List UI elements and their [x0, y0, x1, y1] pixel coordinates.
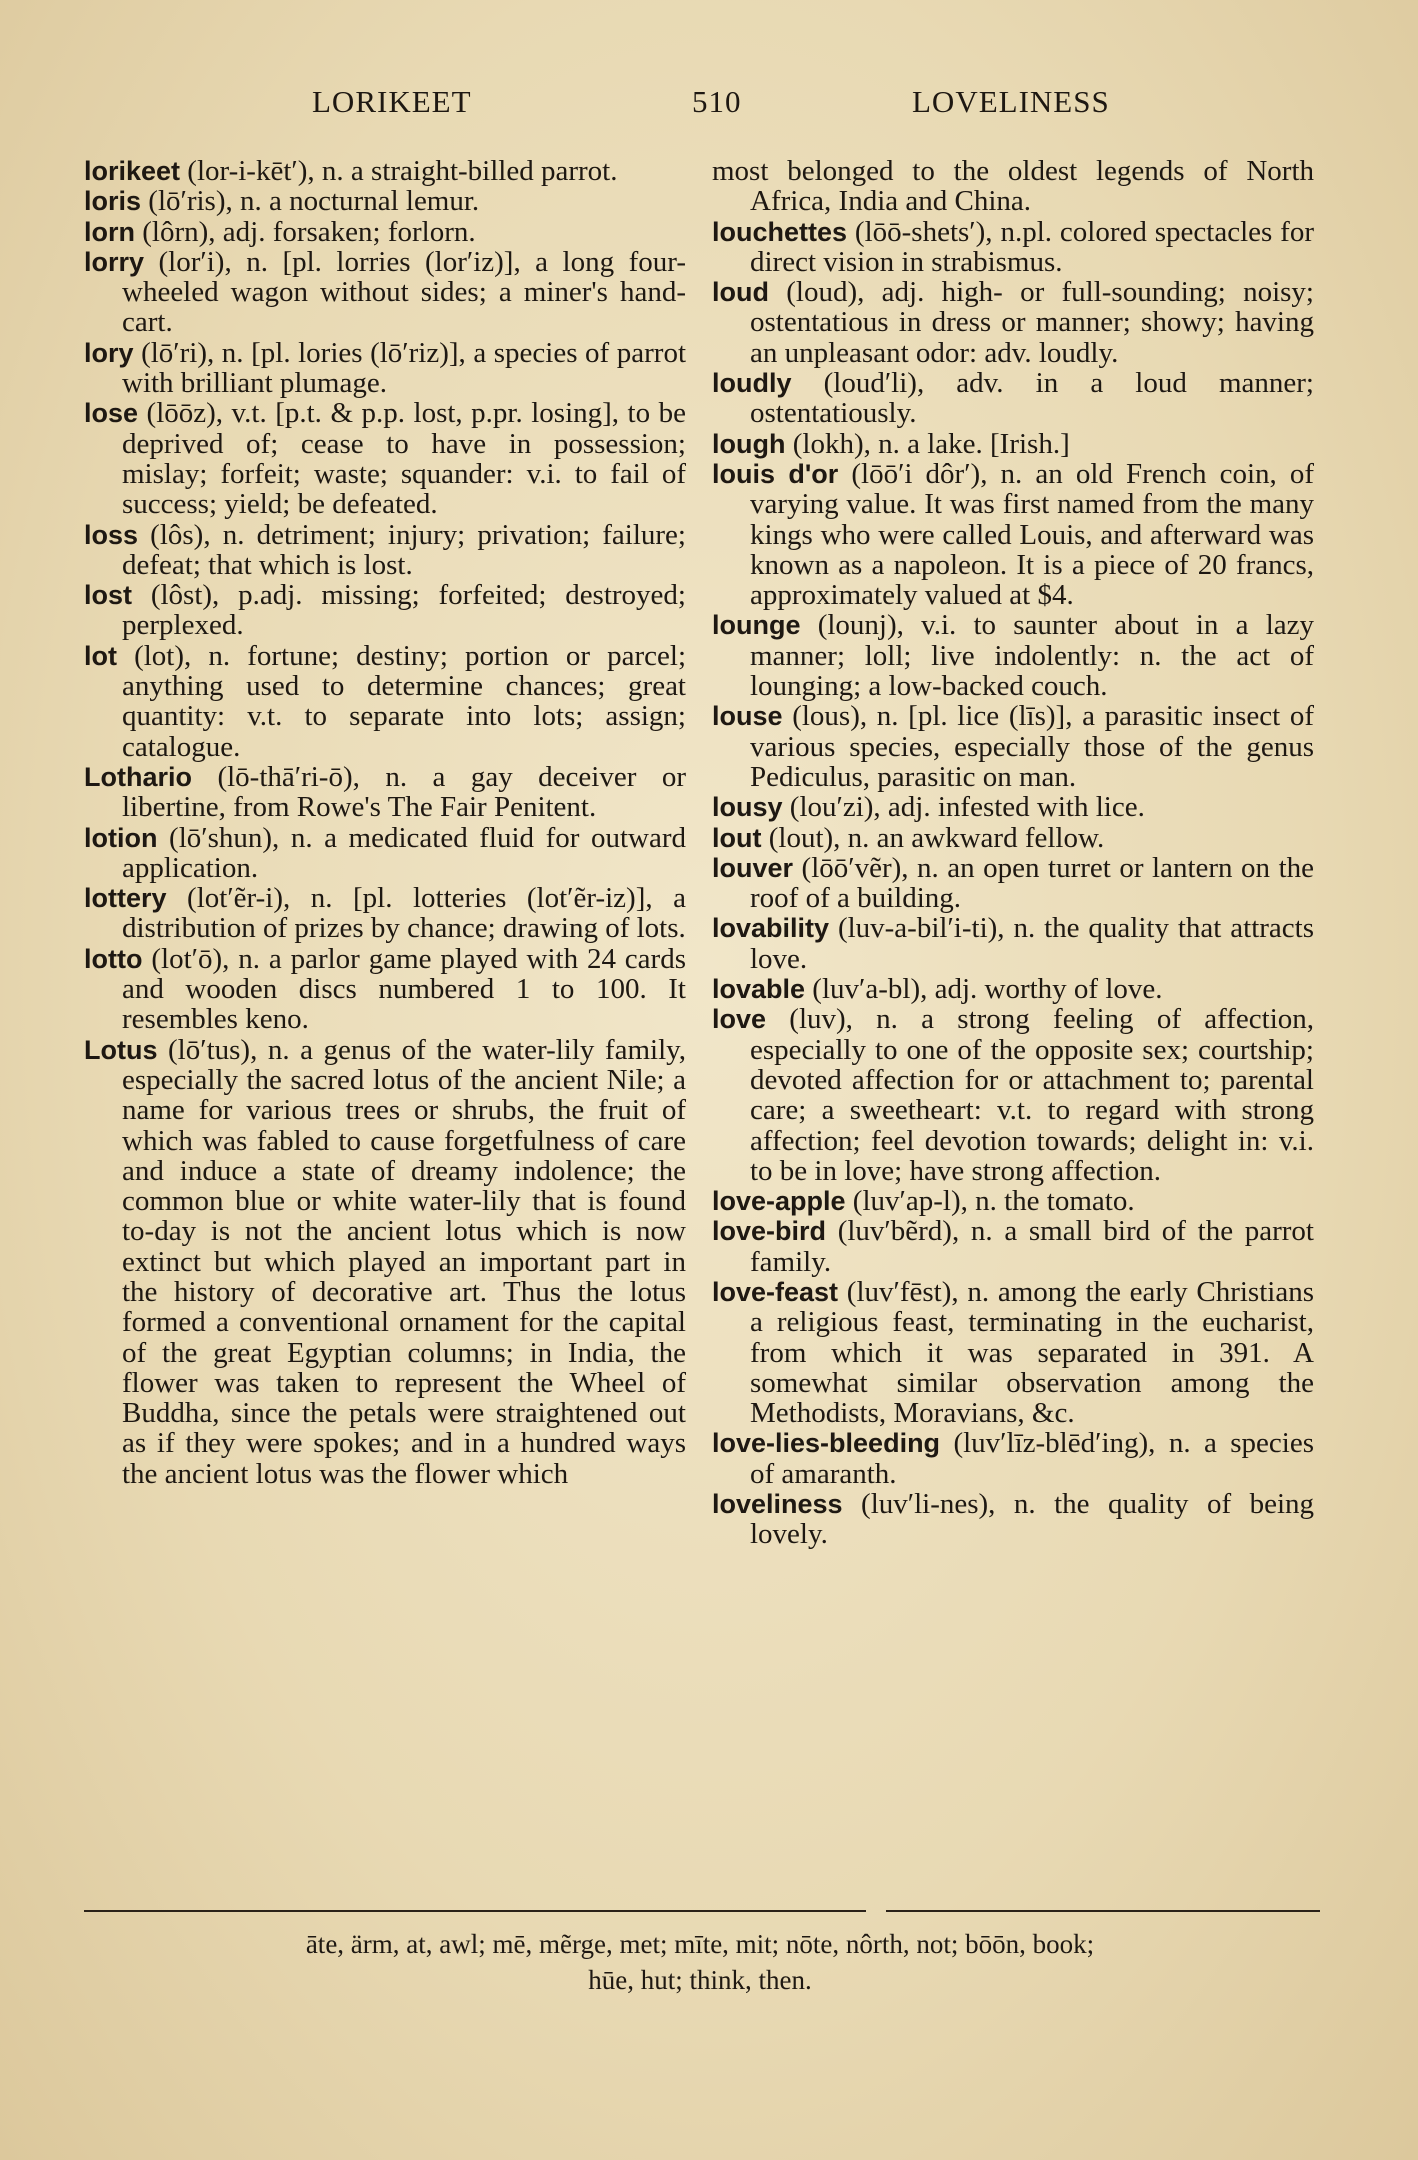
definition: (lounj), v.i. to saunter about in a lazy manner; loll; live indolently: n. the act of lounging; a low-backed couch.: [750, 609, 1314, 703]
definition: (luv′fēst), n. among the early Christians a religious feast, terminating in the eucharist, from which it was separated in 391. A somewhat similar observation among the Methodists, Moravians, &c.: [750, 1275, 1314, 1430]
dictionary-entry: [712, 1186, 1314, 1216]
dictionary-entry: [712, 1216, 1314, 1277]
definition: (luv′a-bl), adj. worthy of love.: [805, 973, 1163, 1006]
dictionary-entry: [712, 1428, 1314, 1489]
definition: (lous), n. [pl. lice (līs)], a parasitic insect of various species, especially those of the genus Pediculus, parasitic on man.: [750, 700, 1314, 793]
dictionary-entry: [712, 368, 1314, 429]
dictionary-entry: [712, 610, 1314, 701]
dictionary-entry: [84, 247, 686, 338]
dictionary-entry: [712, 277, 1314, 368]
headword: love-bird: [712, 1216, 827, 1247]
definition: (lot), n. fortune; destiny; portion or parcel; anything used to determine chances; great quantity: v.t. to separate into lots; assign; catalogue.: [117, 639, 686, 763]
dictionary-entry: [84, 398, 686, 519]
dictionary-entry: [84, 883, 686, 944]
left-guide-word: LORIKEET: [312, 84, 472, 119]
definition: (lôst), p.adj. missing; forfeited; destroyed; perplexed.: [122, 579, 686, 642]
dictionary-entry: [84, 338, 686, 399]
dictionary-entry: [84, 762, 686, 823]
pronunciation-key-line-2: hūe, hut; think, then.: [588, 1965, 812, 1995]
definition: (lor-i-kēt′), n. a straight-billed parrot.: [180, 156, 618, 187]
footer-rule-left: [84, 1910, 866, 1912]
dictionary-entry: [84, 823, 686, 884]
dictionary-entry: [712, 853, 1314, 914]
dictionary-entry: [84, 186, 686, 216]
headword: loss: [84, 519, 139, 550]
definition: (lot′ẽr-i), n. [pl. lotteries (lot′ẽr-iz)], a distribution of prizes by chance; drawing of lots.: [122, 882, 686, 945]
headword: Lothario: [84, 761, 192, 792]
definition: most belonged to the oldest legends of North Africa, India and China.: [712, 156, 1314, 218]
dictionary-page: [80, 70, 1320, 2110]
headword: lovability: [712, 913, 830, 944]
definition: (luv′li-nes), n. the quality of being lovely.: [750, 1488, 1314, 1551]
headword: love: [712, 1004, 767, 1035]
dictionary-entry: [84, 580, 686, 641]
headword: lotto: [84, 943, 143, 974]
headword: Lotus: [84, 1034, 158, 1065]
dictionary-entry: [712, 823, 1314, 853]
headword: louver: [712, 852, 794, 883]
dictionary-entry: [712, 792, 1314, 822]
definition: (loud′li), adv. in a loud manner; ostentatiously.: [750, 367, 1314, 430]
headword: lorn: [84, 216, 135, 247]
definition: (lôs), n. detriment; injury; privation; failure; defeat; that which is lost.: [122, 518, 686, 581]
dictionary-entry: [712, 217, 1314, 278]
definition: (luv′ap-l), n. the tomato.: [845, 1185, 1135, 1218]
headword: lose: [84, 398, 139, 429]
definition: (luv), n. a strong feeling of affection, especially to one of the opposite sex; courtship; devoted affection for or attachment to; parental care; a sweetheart: v.t. to regard with strong affection; feel devotion towards; delight in: v.i. to be in love; have strong affection.: [750, 1003, 1314, 1187]
headword: love-apple: [712, 1186, 846, 1217]
dictionary-entry: [84, 520, 686, 581]
definition: (lō′tus), n. a genus of the water-lily family, especially the sacred lotus of the ancient Nile; a name for various trees or shrubs, the fruit of which was fabled to cause forgetfulness of care and induce a state of dreamy indolence; the common blue or white water-lily that is found to-day is not the ancient lotus which is now extinct but which played an important part in the history of decorative art. Thus the lotus formed a conventional ornament for the capital of the great Egyptian columns; in India, the flower was taken to represent the Wheel of Buddha, since the petals were straightened out as if they were spokes; and in a hundred ways the ancient lotus was the flower which: [122, 1033, 686, 1490]
headword: loris: [84, 186, 142, 217]
definition: (lōō-shets′), n.pl. colored spectacles for direct vision in strabismus.: [750, 215, 1314, 278]
dictionary-entry: [84, 1035, 686, 1489]
definition: (lout), n. an awkward fellow.: [761, 821, 1105, 854]
headword: loveliness: [712, 1489, 843, 1520]
page-number: 510: [692, 84, 742, 119]
headword: louchettes: [712, 216, 848, 247]
dictionary-entry: [712, 1277, 1314, 1428]
pronunciation-key: [80, 1926, 1320, 1998]
definition: (luv-a-bil′i-ti), n. the quality that attracts love.: [750, 912, 1314, 975]
definition: (luv′līz-blēd′ing), n. a species of amaranth.: [750, 1427, 1314, 1490]
headword: love-lies-bleeding: [712, 1428, 941, 1459]
dictionary-entry: [84, 944, 686, 1035]
left-column: [84, 156, 686, 1966]
headword: lost: [84, 580, 133, 611]
headword: louis d'or: [712, 458, 839, 489]
pronunciation-key-line-1: āte, ärm, at, awl; mē, mẽrge, met; mīte, mit; nōte, nôrth, not; bōōn, book;: [305, 1929, 1095, 1959]
headword: lout: [712, 822, 762, 853]
headword: lot: [84, 640, 117, 671]
definition: (lor′i), n. [pl. lorries (lor′iz)], a long four-wheeled wagon without sides; a miner's hand-cart.: [122, 245, 686, 339]
headword: loudly: [712, 368, 792, 399]
definition: (lou′zi), adj. infested with lice.: [782, 791, 1145, 824]
dictionary-entry: [712, 701, 1314, 792]
right-guide-word: LOVELINESS: [912, 84, 1110, 119]
headword: lorry: [84, 246, 145, 277]
dictionary-entry: [712, 974, 1314, 1004]
definition: (loud), adj. high- or full-sounding; noisy; ostentatious in dress or manner; showy; having an unpleasant odor: adv. loudly.: [750, 276, 1314, 369]
definition: (lō′ri), n. [pl. lories (lō′riz)], a species of parrot with brilliant plumage.: [122, 336, 686, 400]
right-column: [712, 156, 1314, 1966]
headword: lovable: [712, 974, 806, 1005]
page-header: [80, 84, 1320, 144]
definition: (lôrn), adj. forsaken; forlorn.: [135, 215, 476, 248]
headword: lough: [712, 428, 786, 459]
dictionary-entry: [712, 913, 1314, 974]
definition: (lōō′i dôr′), n. an old French coin, of varying value. It was first named from the many kings who were called Louis, and afterward was known as a napoleon. It is a piece of 20 francs, approximately valued at $4.: [750, 457, 1314, 612]
dictionary-entry: [84, 641, 686, 762]
definition: (lō′shun), n. a medicated fluid for outward application.: [122, 821, 686, 884]
dictionary-entry: [712, 156, 1314, 217]
definition: (lō-thā′ri-ō), n. a gay deceiver or libertine, from Rowe's The Fair Penitent.: [122, 760, 686, 824]
definition: (lot′ō), n. a parlor game played with 24 cards and wooden discs numbered 1 to 100. It resembles keno.: [122, 942, 686, 1036]
dictionary-entry: [84, 217, 686, 247]
definition: (lokh), n. a lake. [Irish.]: [785, 427, 1070, 460]
definition: (luv′bẽrd), n. a small bird of the parrot family.: [750, 1215, 1314, 1278]
headword: love-feast: [712, 1276, 839, 1307]
headword: lotion: [84, 822, 158, 853]
dictionary-entry: [84, 156, 686, 186]
headword: lory: [84, 337, 134, 368]
headword: loud: [712, 277, 769, 308]
headword: lorikeet: [84, 156, 181, 186]
footer-rule-right: [886, 1910, 1320, 1912]
dictionary-entry: [712, 1489, 1314, 1550]
definition: (lōō′vẽr), n. an open turret or lantern on the roof of a building.: [750, 851, 1314, 915]
headword: lottery: [84, 883, 167, 914]
definition: (lōōz), v.t. [p.t. & p.p. lost, p.pr. losing], to be deprived of; cease to have in possession; mislay; forfeit; waste; squander: v.i. to fail of success; yield; be defeated.: [122, 397, 686, 521]
headword: lounge: [712, 610, 801, 641]
dictionary-entry: [712, 459, 1314, 610]
dictionary-entry: [712, 1004, 1314, 1186]
headword: lousy: [712, 792, 783, 823]
dictionary-entry: [712, 429, 1314, 459]
headword: louse: [712, 701, 783, 732]
definition: (lō′ris), n. a nocturnal lemur.: [141, 185, 480, 218]
